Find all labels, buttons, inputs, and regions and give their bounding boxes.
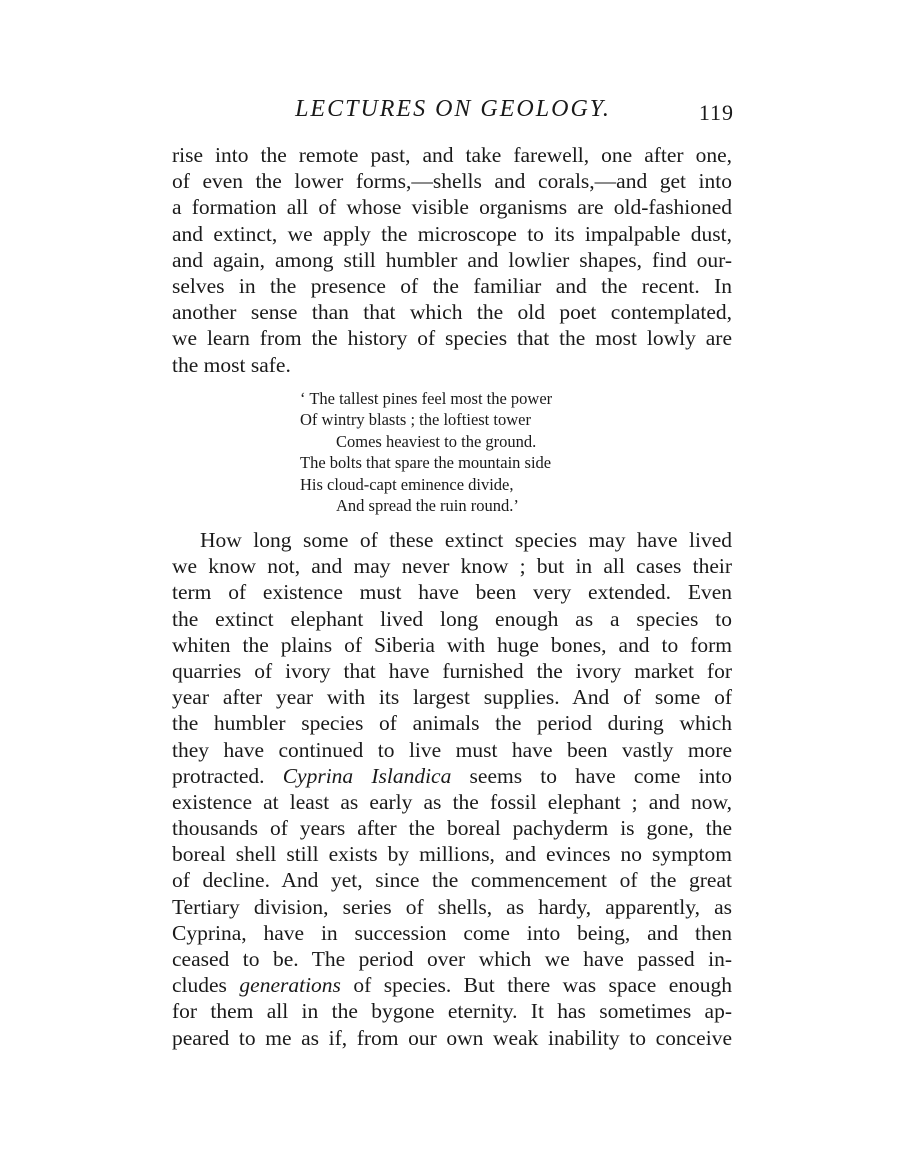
text-line	[172, 763, 732, 789]
text-line: we know not, and may never know ; but in all cases their	[172, 554, 732, 579]
running-title: LECTURES ON GEOLOGY.	[295, 96, 611, 122]
text-fragment: of species. But there was space enough	[353, 973, 733, 998]
text-line: the humbler species of animals the period during which	[172, 711, 732, 736]
text-line: selves in the presence of the familiar and the recent. In	[172, 273, 732, 298]
text-line: peared to me as if, from our own weak inability to conceive	[172, 1025, 732, 1050]
text-line: boreal shell still exists by millions, and evinces no symptom	[172, 842, 732, 867]
verse-line: Of wintry blasts ; the loftiest tower	[300, 410, 531, 430]
text-line: year after year with its largest supplies. And of some of	[172, 685, 732, 710]
text-line: they have continued to live must have been vastly more	[172, 737, 732, 762]
text-line: whiten the plains of Siberia with huge bones, and to form	[172, 632, 732, 657]
paragraph-1	[172, 142, 732, 378]
text-line: we learn from the history of species that the most lowly are	[172, 326, 732, 351]
species-name-italic: Cyprina Islandica	[282, 763, 452, 788]
paragraph-2	[172, 527, 732, 1051]
text-line: of even the lower forms,—shells and corals,—and get into	[172, 169, 732, 194]
verse-line: His cloud-capt eminence divide,	[300, 474, 514, 494]
text-line: thousands of years after the boreal pachyderm is gone, the	[172, 816, 732, 841]
emphasis-italic: generations	[239, 973, 341, 998]
text-line: a formation all of whose visible organisms are old-fashioned	[172, 195, 732, 220]
text-line: another sense than that which the old poet contemplated,	[172, 300, 732, 325]
text-line: term of existence must have been very extended. Even	[172, 580, 732, 605]
text-fragment: seems to have come into	[469, 763, 733, 788]
verse-line: And spread the ruin round.’	[336, 495, 519, 515]
verse-quotation	[300, 388, 552, 516]
text-line: the most safe.	[172, 352, 291, 377]
text-line: quarries of ivory that have furnished the ivory market for	[172, 658, 732, 683]
text-line: the extinct elephant lived long enough as a species to	[172, 606, 732, 631]
text-line: and extinct, we apply the microscope to its impalpable dust,	[172, 221, 732, 246]
text-line: for them all in the bygone eternity. It has sometimes ap-	[172, 999, 732, 1024]
text-line: Cyprina, have in succession come into being, and then	[172, 920, 732, 945]
text-line: rise into the remote past, and take farewell, one after one,	[172, 143, 732, 167]
page-number: 119	[698, 100, 734, 125]
verse-line: Comes heaviest to the ground.	[336, 431, 537, 451]
text-fragment: cludes	[172, 973, 227, 998]
text-line: of decline. And yet, since the commencement of the great	[172, 868, 732, 893]
verse-line: The bolts that spare the mountain side	[300, 453, 552, 473]
text-line: Tertiary division, series of shells, as hardy, apparently, as	[172, 894, 732, 919]
running-head	[172, 96, 734, 130]
text-line	[172, 972, 732, 998]
text-line: ceased to be. The period over which we have passed in-	[172, 947, 732, 971]
text-line: and again, among still humbler and lowlier shapes, find our-	[172, 247, 732, 272]
text-fragment: protracted.	[172, 763, 265, 788]
text-line: existence at least as early as the fossil elephant ; and now,	[172, 789, 732, 814]
verse-line: ‘ The tallest pines feel most the power	[300, 389, 553, 408]
text-line: How long some of these extinct species may have lived	[200, 528, 732, 552]
